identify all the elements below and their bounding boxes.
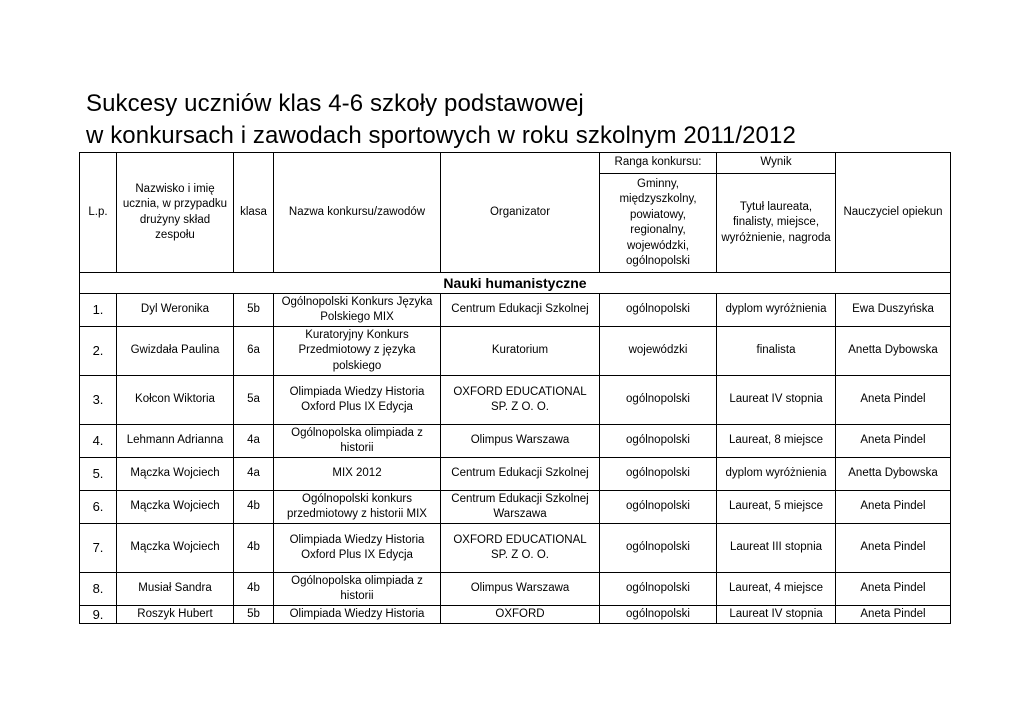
cell-result: Laureat IV stopnia — [717, 606, 836, 624]
cell-organizer: OXFORD EDUCATIONAL SP. Z O. O. — [441, 376, 600, 425]
cell-result: dyplom wyróżnienia — [717, 458, 836, 491]
cell-lp: 7. — [80, 524, 117, 573]
cell-contest: Olimpiada Wiedzy Historia — [274, 606, 441, 624]
cell-result: finalista — [717, 327, 836, 376]
header-organizer: Organizator — [441, 153, 600, 273]
cell-rank: ogólnopolski — [600, 458, 717, 491]
header-result-sub: Tytuł laureata, finalisty, miejsce, wyróżnienie, nagroda — [717, 174, 836, 273]
header-klasa: klasa — [234, 153, 274, 273]
cell-name: Mączka Wojciech — [117, 458, 234, 491]
cell-teacher: Aneta Pindel — [836, 491, 951, 524]
cell-contest: Ogólnopolska olimpiada z historii — [274, 573, 441, 606]
cell-lp: 6. — [80, 491, 117, 524]
header-contest: Nazwa konkursu/zawodów — [274, 153, 441, 273]
cell-lp: 5. — [80, 458, 117, 491]
table-row — [80, 524, 951, 573]
cell-name: Dyl Weronika — [117, 294, 234, 327]
header-name: Nazwisko i imię ucznia, w przypadku drużyny skład zespołu — [117, 153, 234, 273]
cell-rank: ogólnopolski — [600, 524, 717, 573]
cell-lp: 9. — [80, 606, 117, 624]
cell-teacher: Anetta Dybowska — [836, 458, 951, 491]
cell-rank: ogólnopolski — [600, 491, 717, 524]
table-row — [80, 376, 951, 425]
cell-lp: 4. — [80, 425, 117, 458]
cell-contest: Kuratoryjny Konkurs Przedmiotowy z języka polskiego — [274, 327, 441, 376]
cell-klasa: 5a — [234, 376, 274, 425]
cell-lp: 8. — [80, 573, 117, 606]
cell-teacher: Ewa Duszyńska — [836, 294, 951, 327]
header-lp: L.p. — [80, 153, 117, 273]
cell-result: Laureat IV stopnia — [717, 376, 836, 425]
cell-organizer: Kuratorium — [441, 327, 600, 376]
cell-klasa: 4a — [234, 425, 274, 458]
document-title — [86, 88, 796, 152]
cell-klasa: 5b — [234, 606, 274, 624]
cell-result: Laureat, 4 miejsce — [717, 573, 836, 606]
cell-teacher: Aneta Pindel — [836, 606, 951, 624]
cell-lp: 1. — [80, 294, 117, 327]
cell-rank: ogólnopolski — [600, 573, 717, 606]
cell-name: Lehmann Adrianna — [117, 425, 234, 458]
table-row — [80, 606, 951, 624]
cell-teacher: Aneta Pindel — [836, 376, 951, 425]
header-rank-top: Ranga konkursu: — [600, 153, 717, 174]
table-row — [80, 573, 951, 606]
cell-klasa: 4b — [234, 491, 274, 524]
cell-klasa: 4a — [234, 458, 274, 491]
section-title: Nauki humanistyczne — [80, 273, 951, 294]
cell-name: Mączka Wojciech — [117, 524, 234, 573]
cell-organizer: Centrum Edukacji Szkolnej — [441, 294, 600, 327]
table-row — [80, 491, 951, 524]
cell-organizer: OXFORD EDUCATIONAL SP. Z O. O. — [441, 524, 600, 573]
cell-klasa: 4b — [234, 524, 274, 573]
cell-lp: 3. — [80, 376, 117, 425]
cell-result: Laureat III stopnia — [717, 524, 836, 573]
cell-rank: wojewódzki — [600, 327, 717, 376]
cell-klasa: 6a — [234, 327, 274, 376]
cell-organizer: Centrum Edukacji Szkolnej Warszawa — [441, 491, 600, 524]
cell-klasa: 5b — [234, 294, 274, 327]
cell-organizer: Olimpus Warszawa — [441, 425, 600, 458]
cell-teacher: Aneta Pindel — [836, 425, 951, 458]
table-row — [80, 458, 951, 491]
header-teacher: Nauczyciel opiekun — [836, 153, 951, 273]
cell-rank: ogólnopolski — [600, 606, 717, 624]
cell-teacher: Aneta Pindel — [836, 524, 951, 573]
title-line-1: Sukcesy uczniów klas 4-6 szkoły podstawowej — [86, 90, 584, 117]
table-row — [80, 327, 951, 376]
cell-name: Mączka Wojciech — [117, 491, 234, 524]
results-table — [79, 152, 951, 624]
title-line-2: w konkursach i zawodach sportowych w roku szkolnym 2011/2012 — [86, 122, 796, 149]
cell-name: Musiał Sandra — [117, 573, 234, 606]
cell-organizer: Centrum Edukacji Szkolnej — [441, 458, 600, 491]
header-rank-sub: Gminny, międzyszkolny, powiatowy, regionalny, wojewódzki, ogólnopolski — [600, 174, 717, 273]
cell-organizer: Olimpus Warszawa — [441, 573, 600, 606]
table-row — [80, 294, 951, 327]
cell-name: Gwizdała Paulina — [117, 327, 234, 376]
cell-klasa: 4b — [234, 573, 274, 606]
cell-contest: Olimpiada Wiedzy Historia Oxford Plus IX Edycja — [274, 524, 441, 573]
header-result-top: Wynik — [717, 153, 836, 174]
cell-name: Roszyk Hubert — [117, 606, 234, 624]
cell-contest: Olimpiada Wiedzy Historia Oxford Plus IX Edycja — [274, 376, 441, 425]
cell-result: dyplom wyróżnienia — [717, 294, 836, 327]
cell-organizer: OXFORD — [441, 606, 600, 624]
section-row — [80, 273, 951, 294]
cell-lp: 2. — [80, 327, 117, 376]
cell-teacher: Aneta Pindel — [836, 573, 951, 606]
cell-contest: Ogólnopolski Konkurs Języka Polskiego MIX — [274, 294, 441, 327]
cell-contest: MIX 2012 — [274, 458, 441, 491]
table-row — [80, 425, 951, 458]
cell-rank: ogólnopolski — [600, 376, 717, 425]
cell-result: Laureat, 8 miejsce — [717, 425, 836, 458]
header-row-top — [80, 153, 951, 174]
cell-contest: Ogólnopolski konkurs przedmiotowy z historii MIX — [274, 491, 441, 524]
cell-result: Laureat, 5 miejsce — [717, 491, 836, 524]
cell-name: Kołcon Wiktoria — [117, 376, 234, 425]
cell-rank: ogólnopolski — [600, 425, 717, 458]
cell-contest: Ogólnopolska olimpiada z historii — [274, 425, 441, 458]
cell-rank: ogólnopolski — [600, 294, 717, 327]
cell-teacher: Anetta Dybowska — [836, 327, 951, 376]
